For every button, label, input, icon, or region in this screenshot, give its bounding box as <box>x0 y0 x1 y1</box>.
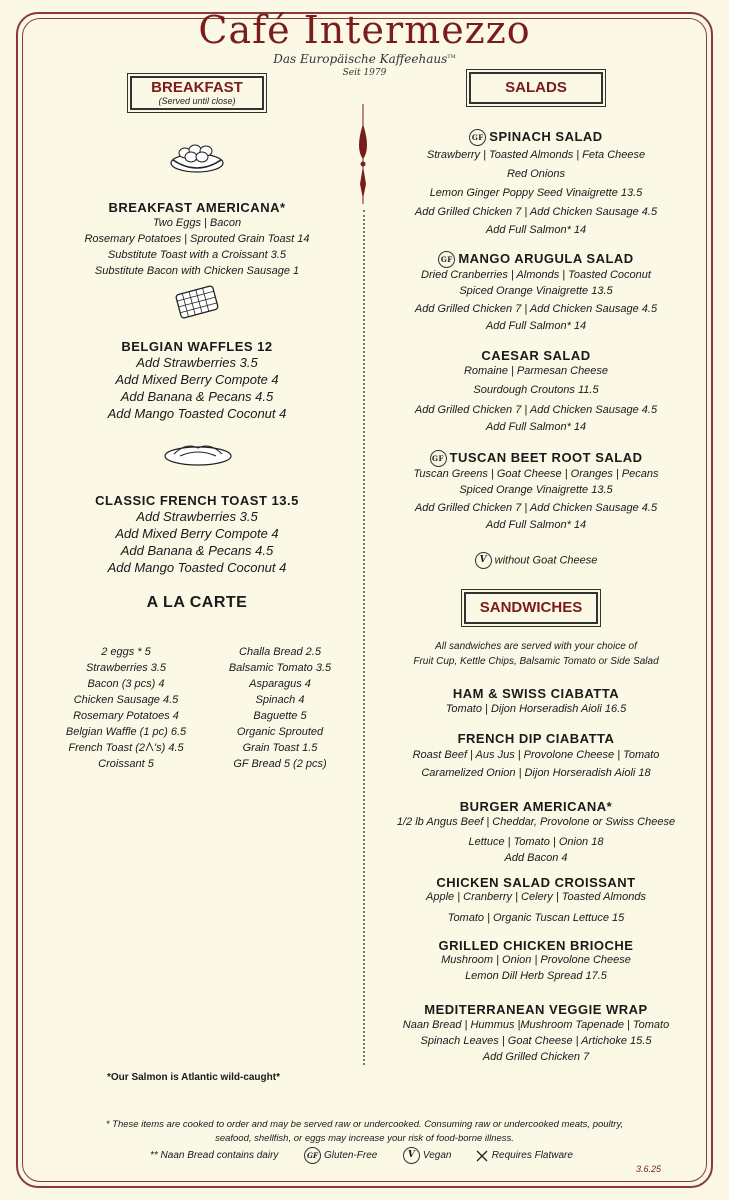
item-line: Add Strawberries 3.5 <box>136 355 258 370</box>
sandwiches-title: SANDWICHES <box>479 599 583 616</box>
cafe-since: Seit 1979 <box>342 68 387 78</box>
flatware-icon <box>475 1149 489 1163</box>
breakfast-header <box>130 76 264 110</box>
item-line: Add Mixed Berry Compote 4 <box>115 372 279 387</box>
item-name: BURGER AMERICANA* <box>459 799 613 814</box>
chicken-salad-croissant <box>376 875 696 931</box>
disclaimer-line: seafood, shellfish, or eggs may increase your risk of food-borne illness. <box>215 1133 514 1144</box>
waffle-icon <box>172 284 222 320</box>
item-name: FRENCH DIP CIABATTA <box>457 731 615 746</box>
vegan-icon: V <box>475 552 492 569</box>
item-line: Spinach Leaves | Goat Cheese | Artichoke 15.5 <box>420 1035 652 1047</box>
flatware-icon <box>145 742 154 752</box>
gluten-free-icon: GF <box>430 450 447 467</box>
breakfast-title: BREAKFAST <box>151 79 243 96</box>
item-line: Add Full Salmon* 14 <box>485 421 587 433</box>
classic-french-toast <box>52 493 342 576</box>
carte-item: Spinach 4 <box>255 694 305 706</box>
item-line: Mushroom | Onion | Provolone Cheese <box>441 954 631 966</box>
carte-item: GF Bread 5 (2 pcs) <box>233 758 327 770</box>
sandwiches-header <box>464 592 598 624</box>
spinach-salad <box>386 129 686 238</box>
burger-americana <box>376 799 696 862</box>
breakfast-subtitle: (Served until close) <box>158 96 236 106</box>
item-line: Spiced Orange Vinaigrette 13.5 <box>459 484 613 497</box>
salads-header <box>469 72 603 104</box>
item-line: Caramelized Onion | Dijon Horseradish Aioli 18 <box>421 767 651 779</box>
item-name: HAM & SWISS CIABATTA <box>452 686 620 701</box>
item-name: CHICKEN SALAD CROISSANT <box>436 875 636 890</box>
carte-item: Chicken Sausage 4.5 <box>73 694 179 706</box>
egg-basket-icon <box>165 136 229 174</box>
carte-item: Belgian Waffle (1 pc) 6.5 <box>65 726 187 738</box>
carte-item: Baguette 5 <box>253 710 307 722</box>
item-line: Add Banana & Pecans 4.5 <box>120 389 274 404</box>
item-line: Add Mango Toasted Coconut 4 <box>107 406 287 421</box>
carte-item: 2 eggs * 5 <box>101 646 151 658</box>
item-line: Add Mixed Berry Compote 4 <box>115 526 279 541</box>
divider-ornament-icon <box>352 104 374 204</box>
ham-swiss-ciabatta <box>376 686 696 717</box>
item-line: Tomato | Dijon Horseradish Aioli 16.5 <box>445 703 627 715</box>
gluten-free-legend: Gluten-Free <box>323 1150 378 1162</box>
menu-date: 3.6.25 <box>636 1164 662 1174</box>
item-line: Add Strawberries 3.5 <box>136 509 258 524</box>
item-line: Rosemary Potatoes | Sprouted Grain Toast 14 <box>84 233 310 245</box>
flatware-legend: Requires Flatware <box>491 1150 573 1162</box>
item-line: Add Grilled Chicken 7 | Add Chicken Sausage 4.5 <box>414 502 658 515</box>
item-name: BELGIAN WAFFLES 12 <box>121 339 273 354</box>
item-line: Add Grilled Chicken 7 | Add Chicken Sausage 4.5 <box>414 206 658 219</box>
belgian-waffles <box>52 339 342 422</box>
tuscan-beet-root-salad <box>386 450 686 533</box>
carte-item: Croissant 5 <box>98 758 154 770</box>
carte-item: Rosemary Potatoes 4 <box>73 710 179 722</box>
item-line: Substitute Toast with a Croissant 3.5 <box>107 249 287 261</box>
legend <box>150 1147 573 1164</box>
intro-line: All sandwiches are served with your choice of <box>435 641 637 652</box>
a-la-carte-title: A LA CARTE <box>146 594 248 611</box>
item-line: Add Banana & Pecans 4.5 <box>120 543 274 558</box>
breakfast-americana <box>52 200 342 279</box>
carte-item: Balsamic Tomato 3.5 <box>228 662 332 674</box>
food-disclaimer <box>30 1118 699 1146</box>
item-line: Add Full Salmon* 14 <box>485 224 587 237</box>
item-line: Strawberry | Toasted Almonds | Feta Cheese <box>426 149 646 162</box>
carte-item: Organic Sprouted <box>236 726 324 738</box>
item-line: Two Eggs | Bacon <box>152 217 242 229</box>
item-line: Tomato | Organic Tuscan Lettuce 15 <box>447 912 625 924</box>
gluten-free-icon: GF <box>469 129 486 146</box>
item-name: MEDITERRANEAN VEGGIE WRAP <box>424 1002 648 1017</box>
item-name: SPINACH SALAD <box>489 129 603 144</box>
item-line: Lemon Dill Herb Spread 17.5 <box>465 970 607 982</box>
item-line: Roast Beef | Aus Jus | Provolone Cheese | Tomato <box>412 749 660 761</box>
caesar-salad <box>386 348 686 435</box>
vegan-icon: V <box>403 1147 420 1164</box>
mediterranean-veggie-wrap <box>376 1002 696 1065</box>
item-line: Add Grilled Chicken 7 <box>482 1051 590 1063</box>
carte-item-french-toast: French Toast (2 's) 4.5 <box>68 742 184 754</box>
item-line: Add Full Salmon* 14 <box>485 519 587 532</box>
carte-item: Asparagus 4 <box>249 678 311 690</box>
salads-title: SALADS <box>505 79 567 96</box>
item-line: Apple | Cranberry | Celery | Toasted Almonds <box>426 891 646 903</box>
item-line: Red Onions <box>506 168 566 181</box>
item-name: GRILLED CHICKEN BRIOCHE <box>438 938 634 953</box>
item-line: Spiced Orange Vinaigrette 13.5 <box>459 285 613 298</box>
cafe-title: Café Intermezzo <box>198 8 531 52</box>
gluten-free-icon: GF <box>304 1147 321 1164</box>
column-divider <box>363 210 365 1065</box>
item-name: MANGO ARUGULA SALAD <box>458 251 634 266</box>
item-line: Lettuce | Tomato | Onion 18 <box>468 836 604 848</box>
item-line: Substitute Bacon with Chicken Sausage 1 <box>94 265 300 277</box>
item-line: Lemon Ginger Poppy Seed Vinaigrette 13.5 <box>429 187 643 200</box>
vegan-legend: Vegan <box>422 1150 452 1162</box>
gluten-free-icon: GF <box>438 251 455 268</box>
grilled-chicken-brioche <box>376 938 696 985</box>
item-line: 1/2 lb Angus Beef | Cheddar, Provolone or Swiss Cheese <box>396 816 676 828</box>
carte-item: Grain Toast 1.5 <box>242 742 318 754</box>
salmon-note: *Our Salmon is Atlantic wild-caught* <box>107 1072 280 1083</box>
item-line: Add Grilled Chicken 7 | Add Chicken Sausage 4.5 <box>414 404 658 416</box>
item-line: Add Bacon 4 <box>504 852 568 864</box>
intro-line: Fruit Cup, Kettle Chips, Balsamic Tomato or Side Salad <box>413 656 659 667</box>
vegan-note: V without Goat Cheese <box>386 552 686 569</box>
item-line: Add Full Salmon* 14 <box>485 320 587 333</box>
item-line: Add Grilled Chicken 7 | Add Chicken Sausage 4.5 <box>414 303 658 316</box>
a-la-carte-left <box>42 644 210 772</box>
item-line: Romaine | Parmesan Cheese <box>463 365 609 377</box>
item-name: BREAKFAST AMERICANA* <box>108 200 286 215</box>
item-line: Naan Bread | Hummus |Mushroom Tapenade | Tomato <box>402 1019 670 1031</box>
item-line: Tuscan Greens | Goat Cheese | Oranges | Pecans <box>413 468 659 481</box>
disclaimer-line: * These items are cooked to order and may be served raw or undercooked. Consuming raw or undercooked meats, poultry, <box>105 1119 624 1130</box>
french-toast-icon <box>162 438 234 468</box>
item-name: CAESAR SALAD <box>481 348 591 363</box>
item-line: Dried Cranberries | Almonds | Toasted Coconut <box>421 269 651 282</box>
carte-item: Challa Bread 2.5 <box>239 646 321 658</box>
a-la-carte-right <box>196 644 364 772</box>
item-name: CLASSIC FRENCH TOAST 13.5 <box>95 493 299 508</box>
naan-note: ** Naan Bread contains dairy <box>150 1150 279 1162</box>
mango-arugula-salad <box>386 251 686 334</box>
cafe-subtitle: Das Europäische Kaffeehaus™ <box>273 52 456 66</box>
item-name: TUSCAN BEET ROOT SALAD <box>449 450 643 465</box>
item-line: Add Mango Toasted Coconut 4 <box>107 560 287 575</box>
carte-item: Bacon (3 pcs) 4 <box>87 678 165 690</box>
sandwiches-intro <box>376 639 696 669</box>
carte-item: Strawberries 3.5 <box>85 662 167 674</box>
item-line: Sourdough Croutons 11.5 <box>473 384 599 396</box>
french-dip-ciabatta <box>376 731 696 782</box>
